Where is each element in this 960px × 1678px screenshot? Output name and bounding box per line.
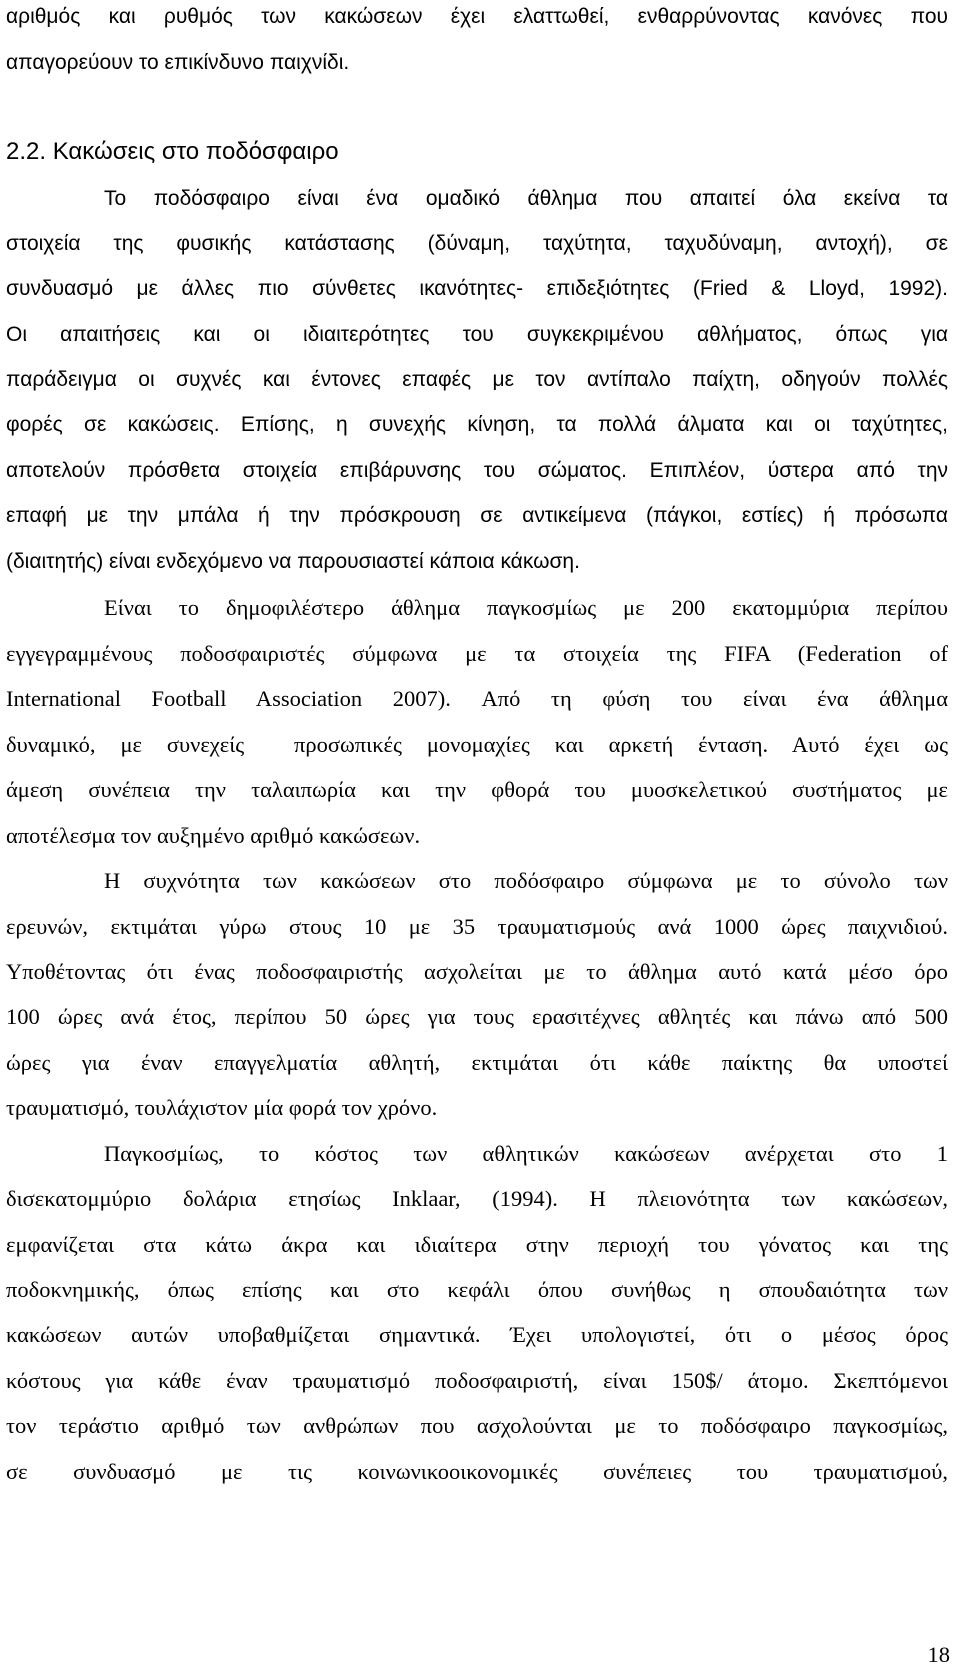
text-line: τραυματισμό, τουλάχιστον μία φορά τον χρόνο.: [6, 1095, 438, 1120]
text-line: Η συχνότητα των κακώσεων στο ποδόσφαιρο σύμφωνα με το σύνολο των: [104, 868, 948, 893]
text-line: Οι απαιτήσεις και οι ιδιαιτερότητες του συγκεκριμένου αθλήματος, όπως για: [6, 323, 948, 346]
text-line: δυναμικό, με συνεχείς προσωπικές μονομαχίες και αρκετή ένταση. Αυτό έχει ως: [6, 732, 948, 757]
text-line: παράδειγμα οι συχνές και έντονες επαφές με τον αντίπαλο παίχτη, οδηγούν πολλές: [6, 368, 948, 391]
text-line: κόστους για κάθε έναν τραυματισμό ποδοσφαιριστή, είναι 150$/ άτομο. Σκεπτόμενοι: [6, 1368, 948, 1393]
text-line: (διαιτητής) είναι ενδεχόμενο να παρουσιαστεί κάποια κάκωση.: [6, 550, 580, 573]
text-line: Είναι το δημοφιλέστερο άθλημα παγκοσμίως με 200 εκατομμύρια περίπου: [104, 595, 948, 620]
text-line: 100 ώρες ανά έτος, περίπου 50 ώρες για τους ερασιτέχνες αθλητές και πάνω από 500: [6, 1004, 948, 1029]
text-line: απαγορεύουν το επικίνδυνο παιχνίδι.: [6, 51, 350, 74]
text-line: τον τεράστιο αριθμό των ανθρώπων που ασχολούνται με το ποδόσφαιρο παγκοσμίως,: [6, 1413, 948, 1438]
text-line: στοιχεία της φυσικής κατάστασης (δύναμη, ταχύτητα, ταχυδύναμη, αντοχή), σε: [6, 232, 948, 255]
text-line: άμεση συνέπεια την ταλαιπωρία και την φθορά του μυοσκελετικού συστήματος με: [6, 777, 948, 802]
text-line: αποτέλεσμα τον αυξημένο αριθμό κακώσεων.: [6, 823, 421, 848]
text-line: επαφή με την μπάλα ή την πρόσκρουση σε αντικείμενα (πάγκοι, εστίες) ή πρόσωπα: [6, 504, 948, 527]
text-line: εγγεγραμμένους ποδοσφαιριστές σύμφωνα με τα στοιχεία της FIFA (Federation of: [6, 641, 948, 666]
text-line: φορές σε κακώσεις. Επίσης, η συνεχής κίνηση, τα πολλά άλματα και οι ταχύτητες,: [6, 413, 948, 436]
text-line: αποτελούν πρόσθετα στοιχεία επιβάρυνσης του σώματος. Επιπλέον, ύστερα από την: [6, 459, 948, 482]
text-line: συνδυασμό με άλλες πιο σύνθετες ικανότητες- επιδεξιότητες (Fried & Lloyd, 1992).: [6, 277, 948, 300]
text-line: Το ποδόσφαιρο είναι ένα ομαδικό άθλημα που απαιτεί όλα εκείνα τα: [104, 187, 948, 210]
text-line: αριθμός και ρυθμός των κακώσεων έχει ελαττωθεί, ενθαρρύνοντας κανόνες που: [6, 5, 948, 28]
text-line: International Football Association 2007). Από τη φύση του είναι ένα άθλημα: [6, 686, 948, 711]
text-line: σε συνδυασμό με τις κοινωνικοοικονομικές συνέπειες του τραυματισμού,: [6, 1459, 948, 1484]
text-line: ερευνών, εκτιμάται γύρω στους 10 με 35 τραυματισμούς ανά 1000 ώρες παιχνιδιού.: [6, 914, 948, 939]
text-line: ποδοκνημικής, όπως επίσης και στο κεφάλι όπου συνήθως η σπουδαιότητα των: [6, 1277, 948, 1302]
text-line: κακώσεων αυτών υποβαθμίζεται σημαντικά. Έχει υπολογιστεί, ότι ο μέσος όρος: [6, 1322, 948, 1347]
page-number: 18: [927, 1642, 950, 1667]
text-line: Παγκοσμίως, το κόστος των αθλητικών κακώσεων ανέρχεται στο 1: [104, 1141, 948, 1166]
text-line: Υποθέτοντας ότι ένας ποδοσφαιριστής ασχολείται με το άθλημα αυτό κατά μέσο όρο: [6, 959, 948, 984]
text-line: ώρες για έναν επαγγελματία αθλητή, εκτιμάται ότι κάθε παίκτης θα υποστεί: [6, 1050, 948, 1075]
text-line: εμφανίζεται στα κάτω άκρα και ιδιαίτερα στην περιοχή του γόνατος και της: [6, 1232, 948, 1257]
section-heading: 2.2. Κακώσεις στο ποδόσφαιρο: [6, 138, 339, 165]
text-line: δισεκατομμύριο δολάρια ετησίως Inklaar, (1994). Η πλειονότητα των κακώσεων,: [6, 1186, 948, 1211]
